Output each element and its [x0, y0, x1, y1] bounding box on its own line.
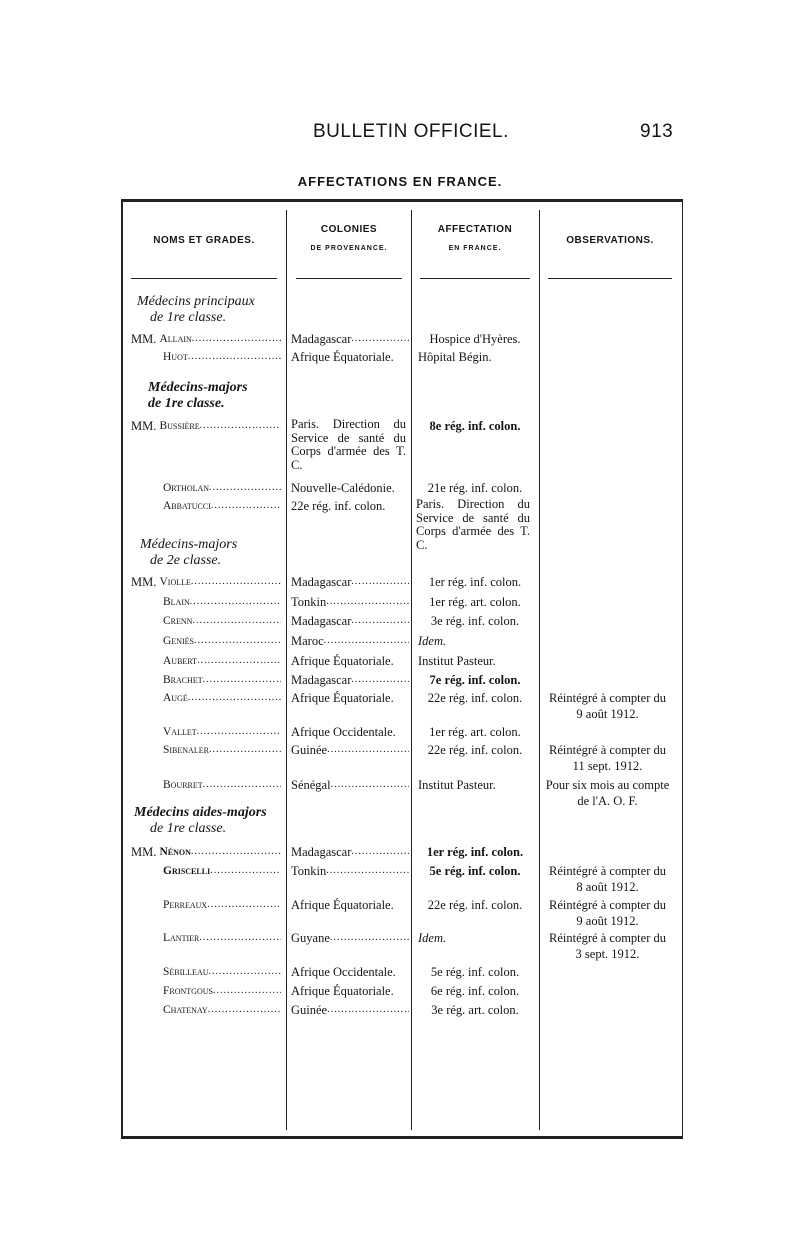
row-name: Bussière — [159, 420, 200, 432]
row-affectation: 8e rég. inf. colon. — [429, 419, 521, 433]
row-colony: 22e rég. inf. colon. — [291, 499, 386, 513]
row-affectation: 1er rég. art. colon. — [429, 725, 521, 739]
page-number: 913 — [640, 121, 674, 142]
header-colonies-line1: COLONIES — [320, 224, 378, 235]
row-name: Blain — [163, 596, 190, 608]
header-observations: OBSERVATIONS. — [566, 235, 654, 246]
row-affectation: Paris. Direction du Service de santé du Corps d'armée des T. C. — [416, 497, 530, 552]
header-rule — [548, 278, 672, 279]
group-heading: de 1re classe. — [150, 821, 227, 836]
row-name: Brachet — [163, 674, 203, 686]
header-colonies-line2: DE PROVENANCE. — [310, 245, 388, 252]
header-affectation-line2: EN FRANCE. — [448, 245, 502, 252]
group-heading: Médecins principaux — [137, 294, 255, 309]
row-prefix: MM. — [131, 575, 160, 589]
row-name: Frontgous — [163, 985, 213, 997]
row-colony: Madagascar — [291, 614, 352, 628]
row-colony: Afrique Équatoriale. — [291, 898, 394, 912]
section-title: AFFECTATIONS EN FRANCE. — [297, 174, 503, 189]
row-observation: Réintégré à compter du 11 sept. 1912. — [549, 743, 666, 773]
row-affectation: 22e rég. inf. colon. — [427, 743, 523, 757]
row-name: Bourret — [163, 779, 203, 791]
row-colony: Tonkin — [291, 595, 327, 609]
row-observation: Réintégré à compter du 9 août 1912. — [549, 898, 666, 928]
row-affectation: 21e rég. inf. colon. — [427, 481, 523, 495]
row-colony: Paris. Direction du Service de santé du Corps d'armée des T. C. — [291, 417, 406, 472]
group-heading: Médecins-majors — [140, 537, 238, 552]
row-affectation: 5e rég. inf. colon. — [429, 864, 521, 878]
row-colony: Afrique Occidentale. — [291, 725, 396, 739]
row-name: Geniès — [163, 635, 194, 647]
row-colony: Afrique Équatoriale. — [291, 654, 394, 668]
row-name: Perreaux — [163, 899, 208, 911]
row-name: Lantier — [163, 932, 200, 944]
group-heading: de 1re classe. — [148, 396, 225, 411]
row-prefix: MM. — [131, 845, 160, 859]
row-affectation: 1er rég. inf. colon. — [426, 845, 524, 859]
row-name: Abbatucci — [163, 500, 211, 512]
row-colony: Afrique Occidentale. — [291, 965, 396, 979]
header-affectation-line1: AFFECTATION — [437, 224, 513, 235]
row-affectation: Hospice d'Hyères. — [429, 332, 521, 346]
column-rule — [539, 210, 540, 1130]
row-colony: Afrique Équatoriale. — [291, 984, 394, 998]
row-colony: Guyane — [291, 931, 330, 945]
row-name: Aubert — [163, 655, 198, 667]
row-name: Violle — [159, 576, 191, 588]
group-heading: de 1re classe. — [150, 310, 227, 325]
row-affectation: Idem. — [418, 931, 447, 945]
row-affectation: 3e rég. art. colon. — [431, 1003, 519, 1017]
row-name: Ortholan — [163, 482, 210, 494]
row-affectation: 22e rég. inf. colon. — [427, 898, 523, 912]
row-colony: Sénégal — [291, 778, 331, 792]
row-name: Augé — [163, 692, 188, 704]
header-names: NOMS ET GRADES. — [153, 235, 255, 246]
row-affectation: 3e rég. inf. colon. — [430, 614, 520, 628]
group-heading: Médecins-majors — [148, 380, 248, 395]
row-observation: Pour six mois au compte de l'A. O. F. — [545, 778, 670, 808]
row-affectation: 6e rég. inf. colon. — [430, 984, 520, 998]
row-affectation: Institut Pasteur. — [418, 778, 496, 792]
row-name: Chatenay — [163, 1004, 208, 1016]
row-prefix: MM. — [131, 419, 160, 433]
running-title: BULLETIN OFFICIEL. — [313, 121, 509, 142]
row-name: Huot — [163, 351, 188, 363]
header-rule — [420, 278, 530, 279]
header-rule — [131, 278, 277, 279]
row-affectation: 22e rég. inf. colon. — [427, 691, 523, 705]
group-heading: de 2e classe. — [150, 553, 222, 568]
row-colony: Maroc — [291, 634, 324, 648]
row-affectation: Idem. — [418, 634, 447, 648]
row-name: Vallet — [163, 726, 197, 738]
header-affectation — [412, 224, 538, 252]
row-colony: Madagascar — [291, 332, 352, 346]
column-rule — [411, 210, 412, 1130]
row-observation: Réintégré à compter du 3 sept. 1912. — [549, 931, 666, 961]
row-affectation: Hôpital Bégin. — [418, 350, 492, 364]
header-colonies — [288, 224, 410, 252]
row-colony: Tonkin — [291, 864, 327, 878]
row-colony: Afrique Équatoriale. — [291, 350, 394, 364]
row-prefix: MM. — [131, 332, 160, 346]
row-affectation: 1er rég. art. colon. — [429, 595, 521, 609]
header-rule — [296, 278, 402, 279]
row-name: Crenn — [163, 615, 193, 627]
row-observation: Réintégré à compter du 9 août 1912. — [549, 691, 666, 721]
row-observation: Réintégré à compter du 8 août 1912. — [549, 864, 666, 894]
row-affectation: 5e rég. inf. colon. — [430, 965, 520, 979]
column-rule — [286, 210, 287, 1130]
row-name: Allain — [159, 333, 192, 345]
row-affectation: 7e rég. inf. colon. — [429, 673, 521, 687]
group-heading: Médecins aides-majors — [134, 805, 267, 820]
row-name: Griscelli — [163, 865, 211, 877]
row-colony: Afrique Équatoriale. — [291, 691, 394, 705]
row-colony: Madagascar — [291, 845, 352, 859]
row-colony: Madagascar — [291, 673, 352, 687]
row-colony: Nouvelle-Calédonie. — [291, 481, 395, 495]
row-affectation: Institut Pasteur. — [418, 654, 496, 668]
row-affectation: 1er rég. inf. colon. — [428, 575, 522, 589]
row-name: Nénon — [159, 846, 191, 858]
row-colony: Guinée — [291, 743, 328, 757]
row-colony: Guinée — [291, 1003, 328, 1017]
row-colony: Madagascar — [291, 575, 352, 589]
row-name: Sibenaler — [163, 744, 209, 756]
row-name: Sébilleau — [163, 966, 209, 978]
